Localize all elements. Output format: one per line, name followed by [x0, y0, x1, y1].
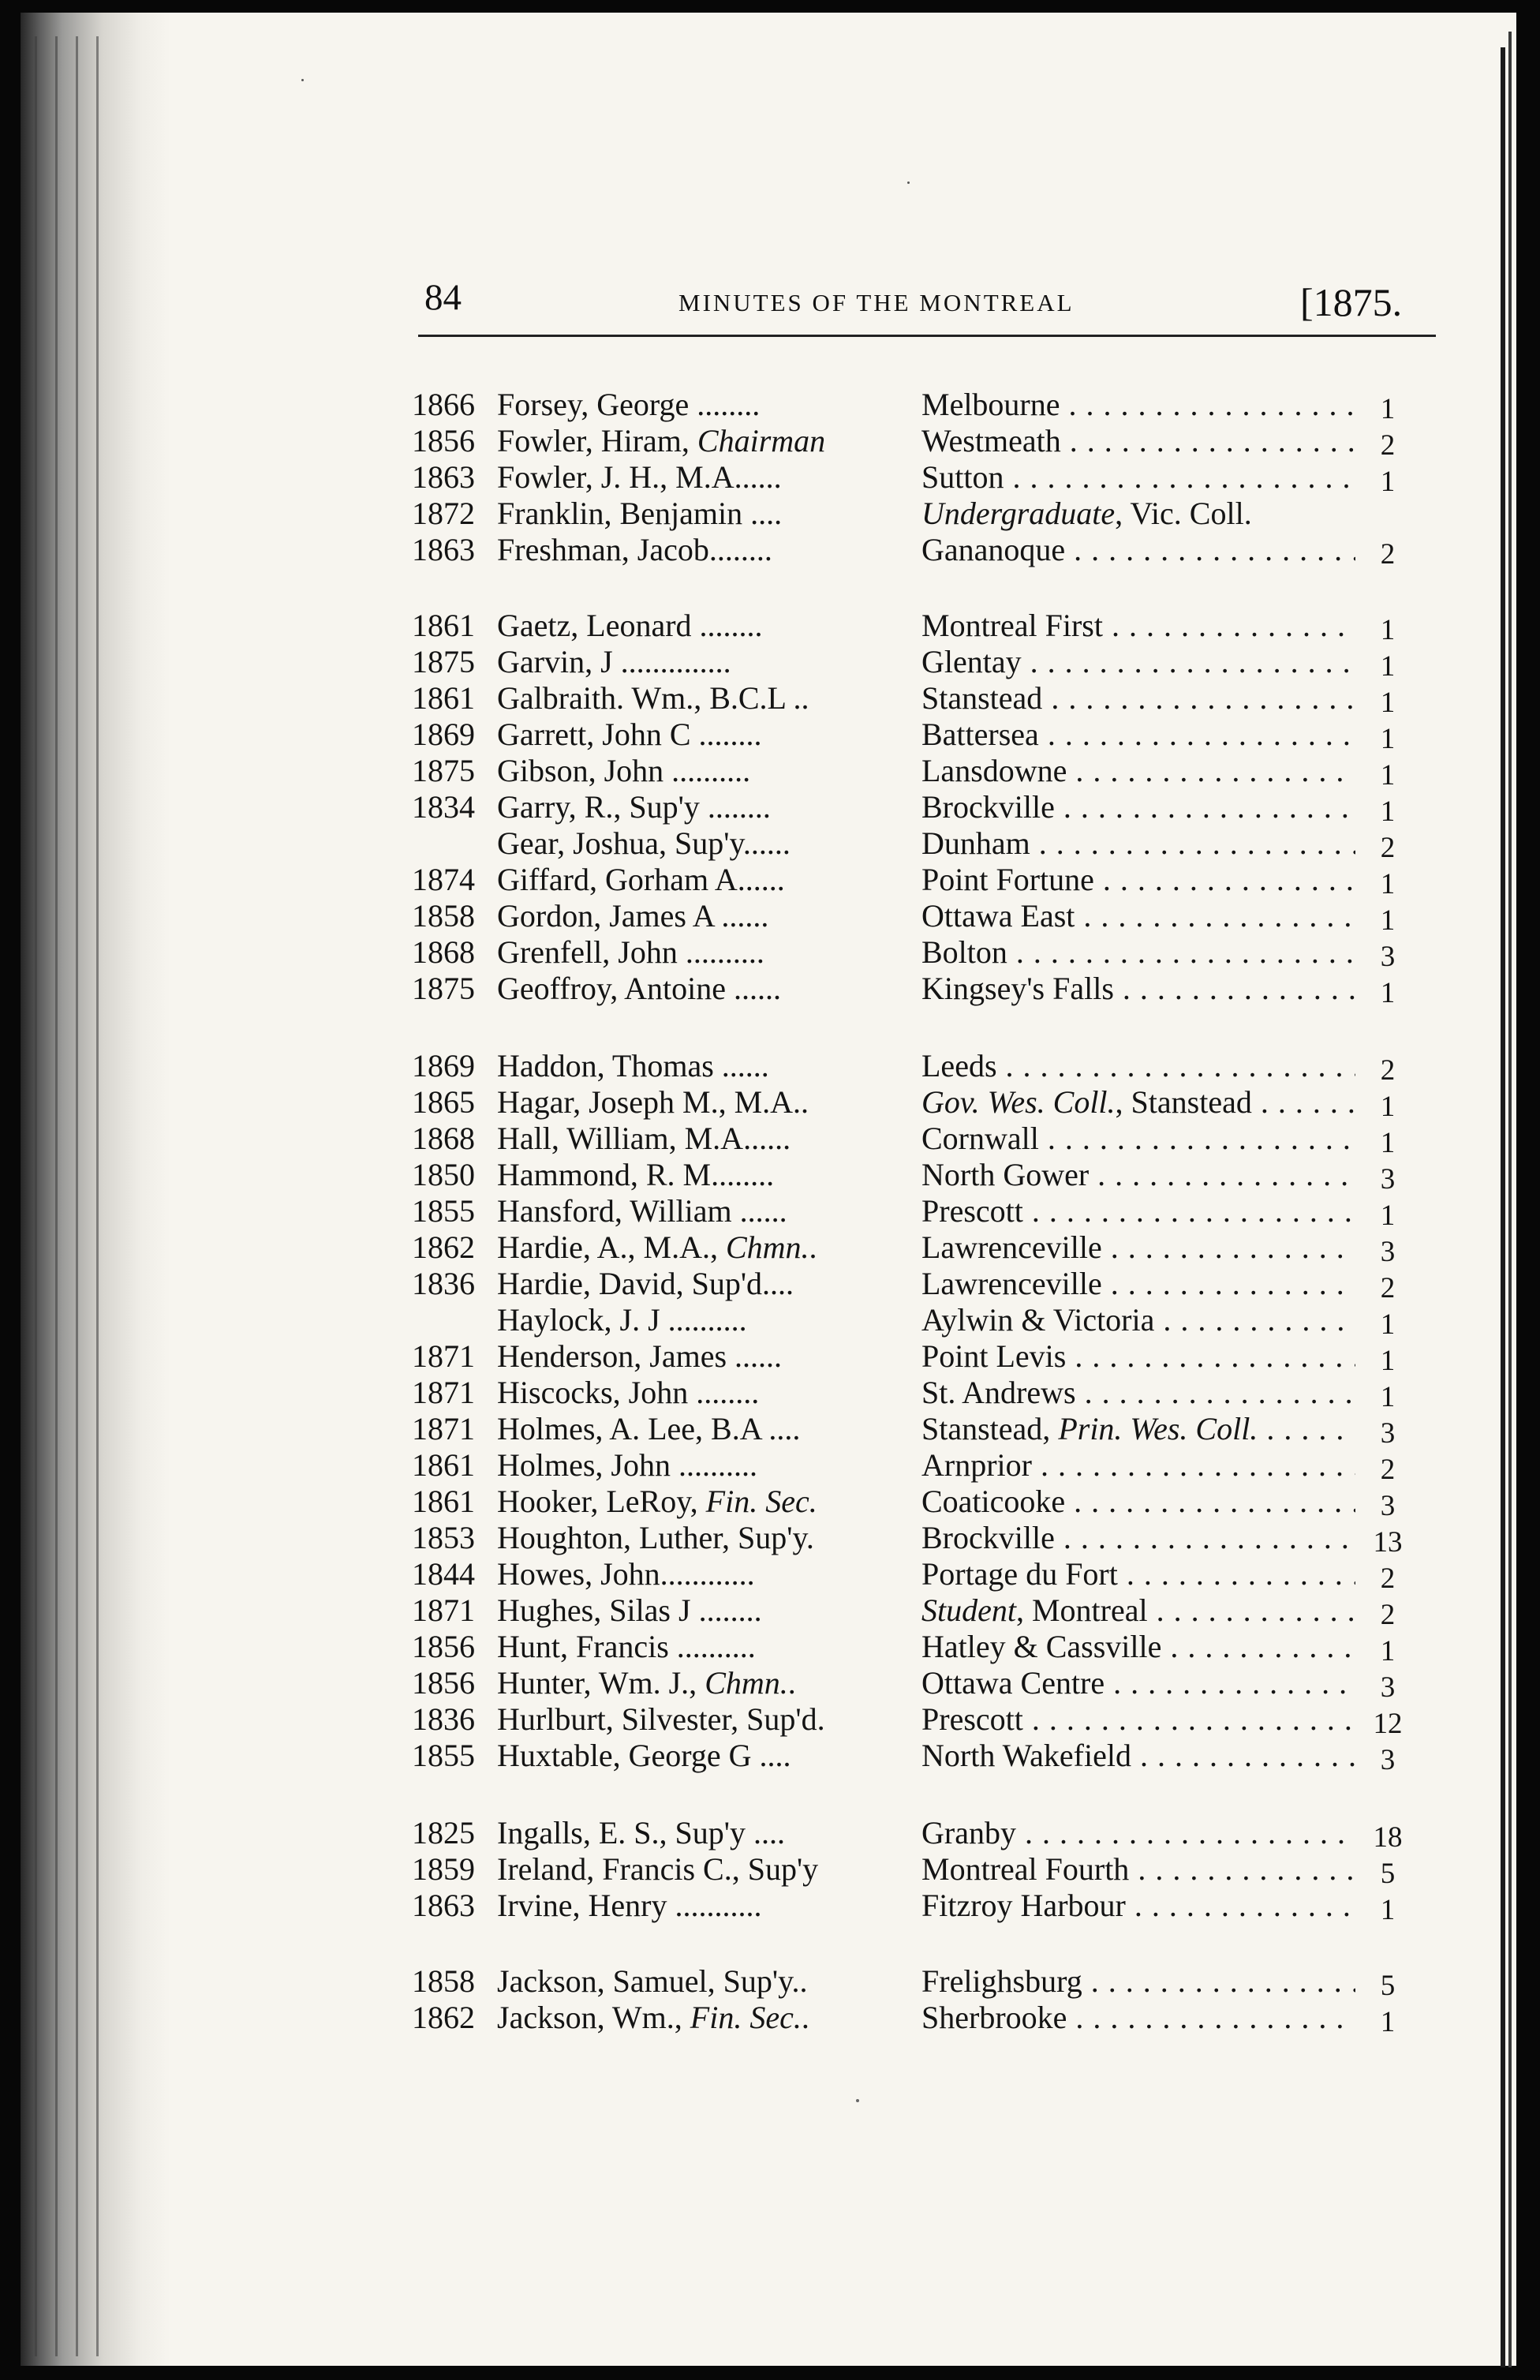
list-item: [0, 1375, 1540, 1411]
entry-year: 1862: [412, 2000, 475, 2035]
list-item: [0, 1484, 1540, 1520]
entry-year: 1855: [412, 1193, 475, 1229]
list-item: [0, 496, 1540, 532]
entry-year: 1871: [412, 1411, 475, 1446]
entry-years-count: 1: [1380, 1308, 1396, 1341]
entry-name: Hansford, William ......: [497, 1193, 787, 1229]
entry-years-count: 1: [1380, 795, 1396, 828]
entry-years-count: 2: [1380, 538, 1396, 571]
entry-station: Leeds . . .: [921, 1048, 1355, 1084]
entry-name: Grenfell, John ..........: [497, 934, 764, 970]
entry-years-count: 1: [1380, 1091, 1396, 1123]
entry-station: Prescott . . .: [921, 1701, 1355, 1738]
entry-years-count: 12: [1373, 1708, 1403, 1740]
entry-station: Battersea . . .: [921, 717, 1355, 753]
entry-years-count: 5: [1380, 1970, 1396, 2002]
entry-year: 1856: [412, 1629, 475, 1664]
entry-years-count: 2: [1380, 429, 1396, 462]
entry-name: Fowler, J. H., M.A......: [497, 459, 782, 495]
entry-name: Hardie, A., M.A., Chmn..: [497, 1229, 817, 1265]
entry-year: 1855: [412, 1738, 475, 1773]
entry-name: Holmes, A. Lee, B.A ....: [497, 1411, 801, 1446]
entry-station: Sutton . . .: [921, 459, 1355, 496]
entry-station: North Wakefield . . .: [921, 1738, 1355, 1774]
entry-year: 1856: [412, 1665, 475, 1701]
entry-station: Gov. Wes. Coll., Stanstead . . .: [921, 1084, 1355, 1121]
entry-years-count: 3: [1380, 941, 1396, 973]
entry-station: Aylwin & Victoria . . .: [921, 1302, 1355, 1338]
entry-name: Haddon, Thomas ......: [497, 1048, 769, 1083]
entry-station: St. Andrews . . .: [921, 1375, 1355, 1411]
entry-station: Coaticooke . . .: [921, 1484, 1355, 1520]
entry-year: 1825: [412, 1815, 475, 1850]
entry-station: Lansdowne . . .: [921, 753, 1355, 789]
entry-years-count: 18: [1373, 1821, 1403, 1854]
list-item: [0, 1338, 1540, 1375]
entry-station: Montreal First . . .: [921, 608, 1355, 644]
list-item: [0, 1193, 1540, 1232]
entry-station: Granby . . .: [921, 1815, 1355, 1851]
entry-year: 1862: [412, 1229, 475, 1265]
list-item: [0, 971, 1540, 1007]
page-speck: [907, 181, 910, 184]
entry-years-count: 1: [1380, 723, 1396, 755]
list-item: [0, 608, 1540, 644]
entry-year: 1874: [412, 862, 475, 897]
entry-name: Irvine, Henry ...........: [497, 1888, 762, 1923]
entry-years-count: 3: [1380, 1744, 1396, 1776]
entry-station: Lawrenceville . . .: [921, 1266, 1355, 1302]
entry-year: 1856: [412, 423, 475, 458]
header-year: [1875.: [1300, 280, 1403, 324]
entry-years-count: 1: [1380, 1345, 1396, 1377]
entry-year: 1861: [412, 1447, 475, 1483]
list-item: [0, 1048, 1540, 1087]
entry-years-count: 1: [1380, 1635, 1396, 1667]
list-item: [0, 1121, 1540, 1157]
entry-station: Westmeath . . .: [921, 423, 1355, 459]
entry-years-count: 3: [1380, 1671, 1396, 1704]
entry-year: 1836: [412, 1266, 475, 1301]
entry-station: Kingsey's Falls . . .: [921, 971, 1355, 1007]
list-item: [0, 717, 1540, 753]
list-item: [0, 1851, 1540, 1888]
entry-name: Galbraith. Wm., B.C.L ..: [497, 680, 809, 716]
entry-name: Giffard, Gorham A......: [497, 862, 785, 897]
entry-years-count: 1: [1380, 977, 1396, 1009]
entry-year: 1869: [412, 1048, 475, 1083]
entry-year: 1836: [412, 1701, 475, 1737]
entry-year: 1866: [412, 387, 475, 422]
entry-station: Hatley & Cassville . . .: [921, 1629, 1355, 1665]
list-item: [0, 387, 1540, 423]
entry-years-count: 1: [1380, 687, 1396, 719]
entry-name: Hunter, Wm. J., Chmn..: [497, 1665, 796, 1701]
entry-name: Hammond, R. M........: [497, 1157, 775, 1192]
entry-name: Ireland, Francis C., Sup'y: [497, 1851, 819, 1887]
entry-name: Huxtable, George G ....: [497, 1738, 791, 1773]
list-item: [0, 1556, 1540, 1595]
entry-station: Prescott . . .: [921, 1193, 1355, 1229]
entry-station: Melbourne . . .: [921, 387, 1355, 423]
page-number: 84: [424, 277, 462, 318]
entry-year: 1859: [412, 1851, 475, 1887]
entry-station: Cornwall . . .: [921, 1121, 1355, 1157]
list-item: [0, 898, 1540, 937]
entry-name: Houghton, Luther, Sup'y.: [497, 1520, 814, 1555]
entry-years-count: 1: [1380, 759, 1396, 791]
list-item: [0, 644, 1540, 683]
list-item: [0, 1266, 1540, 1302]
list-item: [0, 1157, 1540, 1196]
entry-years-count: 2: [1380, 1054, 1396, 1087]
entry-year: 1834: [412, 789, 475, 825]
list-item: [0, 1520, 1540, 1559]
list-item: [0, 1084, 1540, 1121]
page-speck: [301, 79, 304, 81]
entry-name: Gear, Joshua, Sup'y......: [497, 825, 791, 861]
entry-station: Gananoque . . .: [921, 532, 1355, 568]
entry-name: Hooker, LeRoy, Fin. Sec.: [497, 1484, 817, 1519]
entry-station: North Gower . . .: [921, 1157, 1355, 1193]
running-title: MINUTES OF THE MONTREAL: [678, 289, 1075, 316]
entry-years-count: 2: [1380, 1599, 1396, 1631]
list-item: [0, 1302, 1540, 1341]
entry-years-count: 3: [1380, 1490, 1396, 1522]
entry-years-count: 1: [1380, 868, 1396, 900]
entry-station: Brockville . . .: [921, 1520, 1355, 1556]
list-item: [0, 1629, 1540, 1665]
entry-name: Haylock, J. J ..........: [497, 1302, 747, 1338]
entry-name: Franklin, Benjamin ....: [497, 496, 783, 531]
entry-year: 1875: [412, 644, 475, 679]
entry-name: Jackson, Samuel, Sup'y..: [497, 1963, 808, 1999]
entry-year: 1872: [412, 496, 475, 531]
entry-years-count: 2: [1380, 1454, 1396, 1486]
entry-station: Fitzroy Harbour . . .: [921, 1888, 1355, 1924]
entry-station: Stanstead . . .: [921, 680, 1355, 717]
entry-years-count: 1: [1380, 466, 1396, 498]
entry-station: Ottawa Centre . . .: [921, 1665, 1355, 1701]
entry-years-count: 2: [1380, 1562, 1396, 1595]
entry-name: Geoffroy, Antoine ......: [497, 971, 781, 1006]
entry-years-count: 3: [1380, 1236, 1396, 1268]
list-item: [0, 1411, 1540, 1450]
entry-year: 1871: [412, 1592, 475, 1628]
entry-years-count: 1: [1380, 650, 1396, 683]
entry-name: Holmes, John ..........: [497, 1447, 757, 1483]
entry-station: Montreal Fourth . . .: [921, 1851, 1355, 1888]
list-item: [0, 423, 1540, 462]
entry-name: Hagar, Joseph M., M.A..: [497, 1084, 809, 1120]
entry-years-count: 1: [1380, 2006, 1396, 2038]
entry-name: Garrett, John C ........: [497, 717, 762, 752]
entry-station: Arnprior . . .: [921, 1447, 1355, 1484]
entry-station: Undergraduate, Vic. Coll.: [921, 496, 1252, 531]
entry-year: 1875: [412, 971, 475, 1006]
list-item: [0, 1665, 1540, 1704]
entry-year: 1858: [412, 1963, 475, 1999]
entry-year: 1871: [412, 1338, 475, 1374]
entry-station: Point Levis . . .: [921, 1338, 1355, 1375]
entry-station: Student, Montreal . . .: [921, 1592, 1355, 1629]
list-item: [0, 862, 1540, 898]
entry-name: Howes, John............: [497, 1556, 755, 1592]
entry-name: Ingalls, E. S., Sup'y ....: [497, 1815, 785, 1850]
entry-name: Hurlburt, Silvester, Sup'd.: [497, 1701, 825, 1737]
list-item: [0, 1963, 1540, 2000]
entry-station: Frelighsburg . . .: [921, 1963, 1355, 2000]
entry-years-count: 5: [1380, 1858, 1396, 1890]
list-item: [0, 1592, 1540, 1629]
entry-name: Gaetz, Leonard ........: [497, 608, 763, 643]
list-item: [0, 532, 1540, 571]
list-item: [0, 459, 1540, 496]
entry-years-count: 3: [1380, 1163, 1396, 1196]
entry-year: 1853: [412, 1520, 475, 1555]
entry-years-count: 1: [1380, 1381, 1396, 1413]
entry-year: 1871: [412, 1375, 475, 1410]
list-item: [0, 1888, 1540, 1924]
entry-name: Hunt, Francis ..........: [497, 1629, 756, 1664]
entry-year: 1869: [412, 717, 475, 752]
entry-name: Hiscocks, John ........: [497, 1375, 760, 1410]
entry-years-count: 1: [1380, 1127, 1396, 1159]
entry-years-count: 2: [1380, 832, 1396, 864]
entry-name: Henderson, James ......: [497, 1338, 783, 1374]
entry-station: Brockville . . .: [921, 789, 1355, 825]
list-item: [0, 1815, 1540, 1854]
entry-year: 1861: [412, 1484, 475, 1519]
entry-name: Garry, R., Sup'y ........: [497, 789, 771, 825]
entry-year: 1863: [412, 459, 475, 495]
entry-name: Garvin, J ..............: [497, 644, 731, 679]
entry-years-count: 1: [1380, 904, 1396, 937]
entry-years-count: 3: [1380, 1417, 1396, 1450]
entry-name: Gordon, James A ......: [497, 898, 769, 934]
entry-year: 1850: [412, 1157, 475, 1192]
list-item: [0, 1447, 1540, 1484]
entry-station: Lawrenceville . . .: [921, 1229, 1355, 1266]
entry-name: Fowler, Hiram, Chairman: [497, 423, 826, 458]
entry-name: Freshman, Jacob........: [497, 532, 772, 567]
entry-year: 1875: [412, 753, 475, 788]
entry-station: Point Fortune . . .: [921, 862, 1355, 898]
entry-station: Portage du Fort . . .: [921, 1556, 1355, 1592]
entry-name: Gibson, John ..........: [497, 753, 751, 788]
entry-station: Dunham . . .: [921, 825, 1355, 862]
entry-years-count: 1: [1380, 1199, 1396, 1232]
entry-year: 1863: [412, 1888, 475, 1923]
list-item: [0, 1738, 1540, 1774]
entry-name: Hardie, David, Sup'd....: [497, 1266, 794, 1301]
entry-station: Ottawa East . . .: [921, 898, 1355, 934]
entry-years-count: 1: [1380, 1894, 1396, 1926]
entry-year: 1868: [412, 934, 475, 970]
entry-station: Stanstead, Prin. Wes. Coll. . . .: [921, 1411, 1355, 1447]
entry-years-count: 13: [1373, 1526, 1403, 1559]
list-item: [0, 1701, 1540, 1738]
list-item: [0, 934, 1540, 971]
entry-station: Sherbrooke . . .: [921, 2000, 1355, 2036]
page-speck: [856, 2099, 859, 2102]
entry-station: Bolton . . .: [921, 934, 1355, 971]
entry-year: 1868: [412, 1121, 475, 1156]
entry-name: Hall, William, M.A......: [497, 1121, 791, 1156]
entry-year: 1861: [412, 608, 475, 643]
list-item: [0, 2000, 1540, 2036]
list-item: [0, 680, 1540, 717]
entry-years-count: 2: [1380, 1272, 1396, 1304]
entry-years-count: 1: [1380, 393, 1396, 425]
entry-name: Jackson, Wm., Fin. Sec..: [497, 2000, 809, 2035]
entry-name: Forsey, George ........: [497, 387, 761, 422]
entry-year: 1863: [412, 532, 475, 567]
entry-name: Hughes, Silas J ........: [497, 1592, 762, 1628]
list-item: [0, 753, 1540, 789]
entry-station: Glentay . . .: [921, 644, 1355, 680]
entry-year: 1865: [412, 1084, 475, 1120]
entry-year: 1861: [412, 680, 475, 716]
list-item: [0, 825, 1540, 862]
entry-year: 1858: [412, 898, 475, 934]
entry-year: 1844: [412, 1556, 475, 1592]
list-item: [0, 789, 1540, 828]
list-item: [0, 1229, 1540, 1266]
entry-years-count: 1: [1380, 614, 1396, 646]
